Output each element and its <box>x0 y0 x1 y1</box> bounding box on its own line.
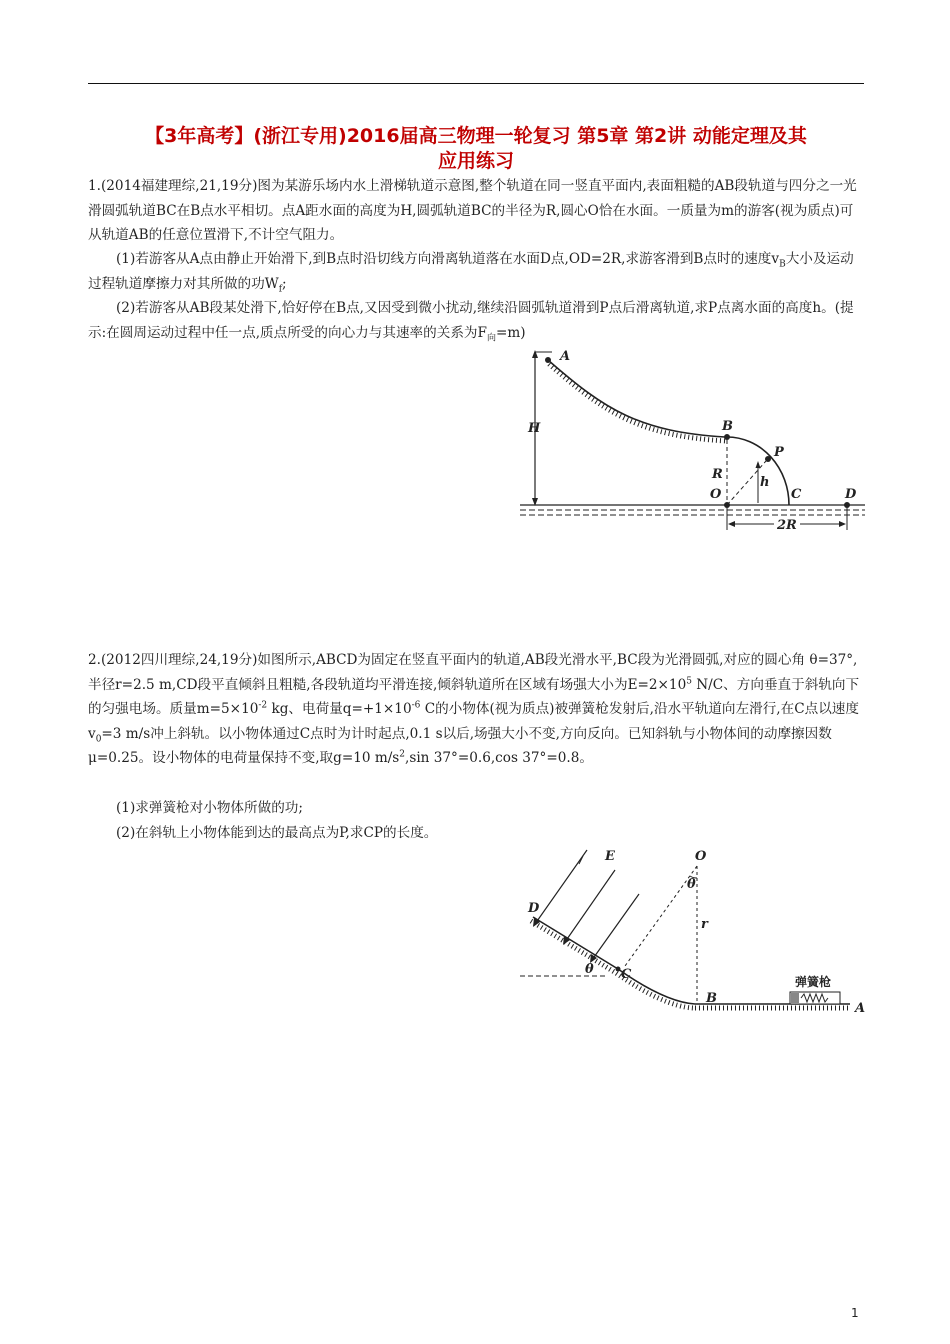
figure-2-track <box>515 842 870 1022</box>
fig2-label-theta-top: θ <box>687 877 696 892</box>
fig2-label-E: E <box>605 849 615 864</box>
page-number: 1 <box>851 1306 859 1320</box>
fig2-label-A: A <box>855 1001 866 1016</box>
fig1-label-h: h <box>760 475 770 490</box>
fig1-label-P: P <box>774 445 784 460</box>
figure-1-water-slide <box>520 340 865 540</box>
header-rule <box>88 83 864 84</box>
fig1-label-A: A <box>560 349 571 364</box>
title-line-1: 【3年高考】(浙江专用)2016届高三物理一轮复习 第5章 第2讲 动能定理及其 <box>145 125 807 147</box>
fig1-label-B: B <box>722 419 733 434</box>
fig1-label-D: D <box>845 487 857 502</box>
fig2-label-O: O <box>695 849 707 864</box>
title-line-2: 应用练习 <box>437 150 514 172</box>
fig1-label-C: C <box>791 487 802 502</box>
q1-part1: (1)若游客从A点由静止开始滑下,到B点时沿切线方向滑离轨道落在水面D点,OD=2R,求游客滑到B点时的速度$v_B$大小及运动过程轨道摩擦力对其所做的功$W_f$; <box>88 251 854 295</box>
q1-intro: 1.(2014福建理综,21,19分)图为某游乐场内水上滑梯轨道示意图,整个轨道在同一竖直平面内,表面粗糙的AB段轨道与四分之一光滑圆弧轨道BC在B点水平相切。点A距水面的高度为H,圆弧轨道BC的半径为R,圆心O恰在水面。一质量为m的游客(视为质点)可从轨道AB的任意位置滑下,不计空气阻力。 <box>88 178 857 243</box>
fig1-label-O: O <box>710 487 722 502</box>
fig1-label-2R: 2R <box>777 518 797 533</box>
page-title <box>88 124 864 174</box>
fig2-label-D: D <box>528 901 540 916</box>
fig1-label-H: H <box>528 421 541 436</box>
q2-part1: (1)求弹簧枪对小物体所做的功; <box>116 800 303 816</box>
fig2-label-C: C <box>621 967 632 982</box>
fig2-label-B: B <box>706 991 717 1006</box>
fig2-label-theta: θ <box>585 962 594 977</box>
fig2-label-r: r <box>701 917 708 932</box>
q2-part2: (2)在斜轨上小物体能到达的最高点为P,求CP的长度。 <box>116 825 438 841</box>
fig2-label-spring-gun: 弹簧枪 <box>795 975 832 989</box>
q1-part2: (2)若游客从AB段某处滑下,恰好停在B点,又因受到微小扰动,继续沿圆弧轨道滑到P点后滑离轨道,求P点离水面的高度h。(提示:在圆周运动过程中任一点,质点所受的向心力与其速率的关系为$F_向=m$) <box>88 300 854 344</box>
q2-intro: 2.(2012四川理综,24,19分)如图所示,ABCD为固定在竖直平面内的轨道,AB段光滑水平,BC段为光滑圆弧,对应的圆心角 θ=37°,半径r=2.5 m,CD段平直倾斜且粗糙,各段轨道均平滑连接,倾斜轨道所在区域有场强大小为$E=2\times 10^5$ N/C、方向垂直于斜轨向下的匀强电场。质量$m=5\times 10^{-2}$ kg、电荷量$q=+1\times 10^{-6}$ C的小物体(视为质点)被弹簧枪发射后,沿水平轨道向左滑行,在C点以速度$v_0=3$ m/s冲上斜轨。以小物体通过C点时为计时起点,0.1 s以后,场强大小不变,方向反向。已知斜轨与小物体间的动摩擦因数 μ=0.25。设小物体的电荷量保持不变,取g=10 $m/s^2,\sin$ 37°=0.6,cos 37°=0.8。 <box>88 652 860 766</box>
fig1-label-R: R <box>712 467 723 482</box>
slide-track-ab <box>548 360 739 437</box>
